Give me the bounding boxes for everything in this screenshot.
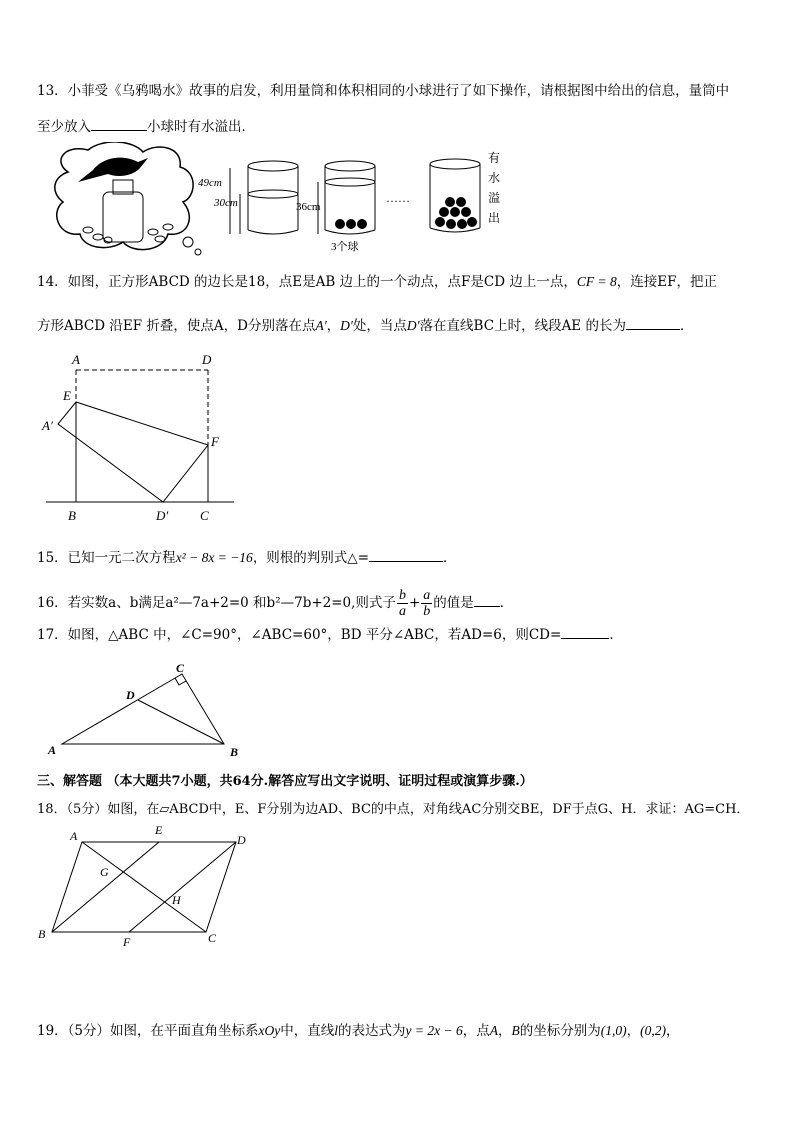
q14-line2: 方形ABCD 沿EF 折叠，使点A，D分别落在点A′，D′处，当点D′落在直线BC上时，线段AE 的长为 ． bbox=[37, 315, 693, 335]
svg-text:溢: 溢 bbox=[488, 191, 501, 205]
svg-text:C: C bbox=[208, 931, 217, 945]
q13-line1: 13．小菲受《乌鸦喝水》故事的启发，利用量筒和体积相同的小球进行了如下操作，请根据图中给出的信息，量筒中 bbox=[37, 83, 730, 99]
answer-blank[interactable] bbox=[626, 315, 680, 330]
q14-figure bbox=[38, 350, 248, 525]
svg-text:F: F bbox=[123, 935, 131, 947]
svg-text:E: E bbox=[155, 823, 163, 837]
svg-text:D: D bbox=[237, 833, 246, 847]
svg-text:E: E bbox=[63, 388, 71, 403]
svg-text:C: C bbox=[176, 661, 185, 675]
q17-figure bbox=[40, 658, 250, 760]
q14-line1: 14．如图，正方形ABCD 的边长是18，点E是AB 边上的一个动点，点F是CD 边上一点，CF = 8，连接EF，把正 bbox=[37, 274, 717, 290]
svg-text:G: G bbox=[100, 865, 109, 879]
q18-line: 18．（5分）如图，在▱ABCD中，E、F分别为边AD、BC的中点，对角线AC分别交BE，DF于点G、H．求证：AG=CH． bbox=[37, 802, 750, 817]
q15-line: 15．已知一元二次方程x² − 8x = −16，则根的判别式△= ． bbox=[37, 547, 457, 567]
answer-blank[interactable] bbox=[474, 592, 500, 607]
svg-text:36cm: 36cm bbox=[296, 201, 321, 213]
q18-figure bbox=[32, 822, 257, 947]
svg-text:出: 出 bbox=[488, 211, 501, 225]
svg-text:D: D bbox=[202, 352, 212, 367]
svg-text:C: C bbox=[200, 508, 209, 523]
svg-text:F: F bbox=[211, 434, 219, 449]
svg-text:B: B bbox=[68, 508, 76, 523]
q16-line: 16．若实数a、b满足a²—7a+2=0 和b²—7b+2=0,则式子 $\frac{b}{a}$ + $\frac{a}{b}$ 的值是 ． bbox=[37, 588, 514, 619]
svg-text:D: D bbox=[126, 688, 135, 702]
answer-blank[interactable] bbox=[91, 116, 147, 131]
svg-text:30cm: 30cm bbox=[214, 197, 238, 209]
svg-text:有: 有 bbox=[488, 151, 501, 165]
answer-blank[interactable] bbox=[369, 547, 443, 562]
svg-text:D′: D′ bbox=[156, 508, 169, 523]
svg-text:49cm: 49cm bbox=[198, 177, 222, 189]
q13-line2: 至少放入 小球时有水溢出． bbox=[37, 116, 255, 136]
q13-figure bbox=[48, 142, 518, 264]
svg-text:B: B bbox=[38, 927, 46, 941]
svg-text:A: A bbox=[48, 743, 57, 757]
svg-text:A: A bbox=[72, 352, 80, 367]
svg-text:A′: A′ bbox=[42, 418, 53, 433]
q19-line: 19．（5分）如图，在平面直角坐标系xOy中，直线l的表达式为y = 2x − 6，点A，B的坐标分别为(1,0)，(0,2)， bbox=[37, 1023, 680, 1039]
svg-text:H: H bbox=[172, 893, 181, 907]
q17-line: 17．如图，△ABC 中，∠C=90°，∠ABC=60°，BD 平分∠ABC，若AD=6，则CD= ． bbox=[37, 624, 623, 644]
svg-text:3个球: 3个球 bbox=[331, 241, 359, 253]
svg-text:A: A bbox=[70, 829, 78, 843]
svg-text:……: …… bbox=[386, 191, 410, 205]
svg-text:B: B bbox=[230, 745, 239, 759]
section-heading: 三、解答题 （本大题共7小题，共64分.解答应写出文字说明、证明过程或演算步骤.） bbox=[37, 774, 533, 789]
svg-text:水: 水 bbox=[488, 171, 501, 185]
answer-blank[interactable] bbox=[561, 624, 609, 639]
